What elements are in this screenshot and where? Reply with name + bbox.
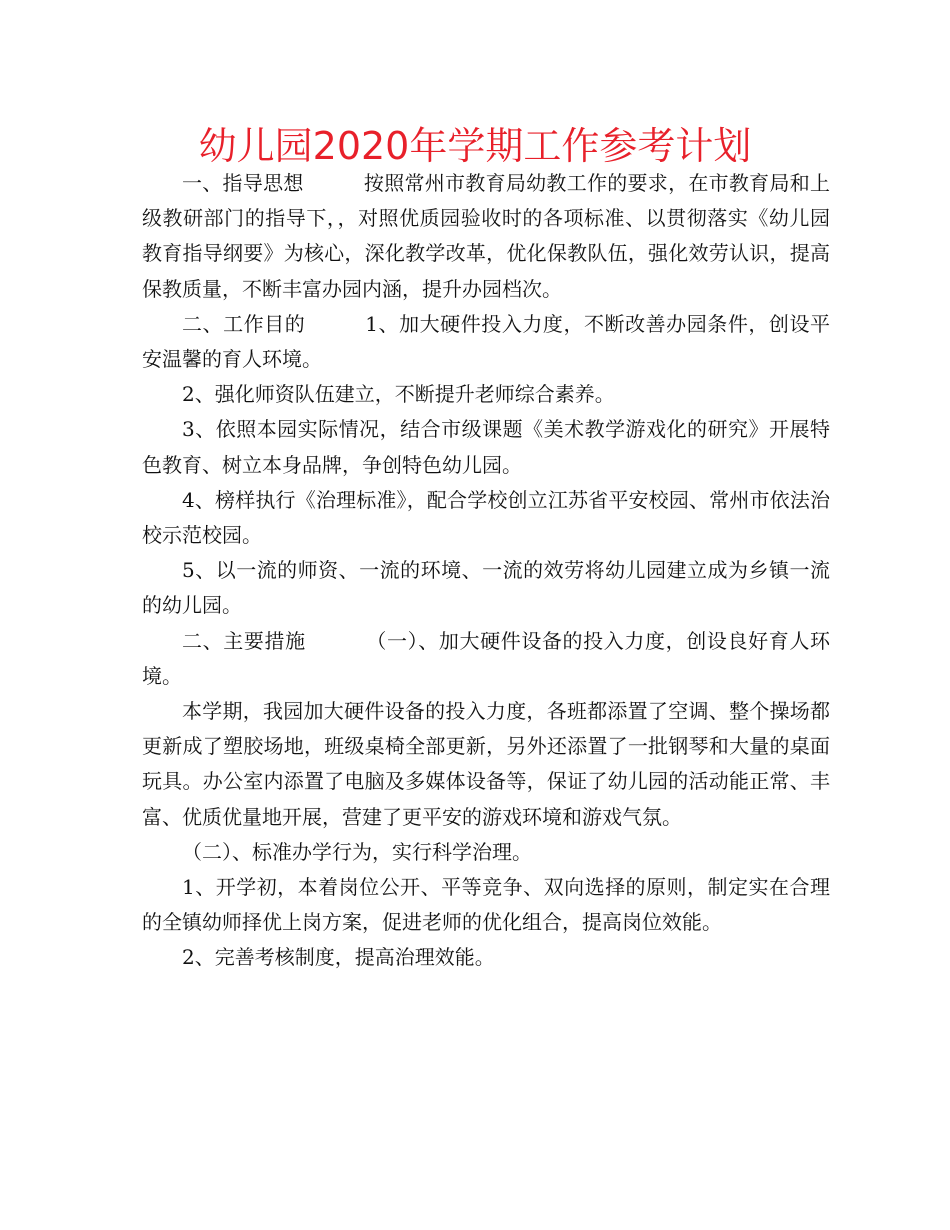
paragraph-item-1: 1、开学初，本着岗位公开、平等竞争、双向选择的原则，制定实在合理的全镇幼师择优上岗方案，促进老师的优化组合，提高岗位效能。 bbox=[142, 875, 830, 935]
section-heading: 二、工作目的 bbox=[182, 311, 306, 336]
paragraph-goal-2: 2、强化师资队伍建立，不断提升老师综合素养。 bbox=[182, 382, 615, 407]
document-title: 幼儿园2020年学期工作参考计划 bbox=[198, 124, 752, 168]
paragraph-text: （一）、加大硬件设备的投入力度，创设良好育人环境。 bbox=[142, 628, 831, 688]
document-body bbox=[142, 166, 830, 976]
paragraph-goal-3: 3、依照本园实际情况，结合市级课题《美术教学游戏化的研究》开展特色教育、树立本身品牌，争创特色幼儿园。 bbox=[142, 417, 830, 477]
paragraph-goal-5: 5、以一流的师资、一流的环境、一流的效劳将幼儿园建立成为乡镇一流的幼儿园。 bbox=[142, 558, 830, 618]
section-heading: 一、指导思想 bbox=[182, 171, 304, 195]
paragraph-goal-4: 4、榜样执行《治理标准》，配合学校创立江苏省平安校园、常州市依法治校示范校园。 bbox=[142, 487, 830, 548]
paragraph-text: 1、加大硬件投入力度，不断改善办园条件，创设平安温馨的育人环境。 bbox=[142, 311, 830, 372]
paragraph-main-measures bbox=[142, 624, 830, 694]
paragraph-guiding-thought bbox=[142, 166, 830, 307]
paragraph-text: 按照常州市教育局幼教工作的要求，在市教育局和上级教研部门的指导下，，对照优质园验收时的各项标准、以贯彻落实《幼儿园教育指导纲要》为核心，深化教学改革，优化保教队伍，强化效劳认识，提高保教质量，不断丰富办园内涵，提升办园档次。 bbox=[142, 171, 831, 301]
paragraph-item-2: 2、完善考核制度，提高治理效能。 bbox=[182, 945, 495, 970]
section-heading: 二、主要措施 bbox=[182, 628, 306, 653]
paragraph-hardware: 本学期，我园加大硬件设备的投入力度，各班都添置了空调、整个操场都更新成了塑胶场地，班级桌椅全部更新，另外还添置了一批钢琴和大量的桌面玩具。办公室内添置了电脑及多媒体设备等，保证了幼儿园的活动能正常、丰富、优质优量地开展，营建了更平安的游戏环境和游戏气氛。 bbox=[142, 699, 830, 829]
paragraph-work-goals bbox=[142, 307, 830, 377]
paragraph-measure-2: （二）、标准办学行为，实行科学治理。 bbox=[182, 839, 532, 864]
